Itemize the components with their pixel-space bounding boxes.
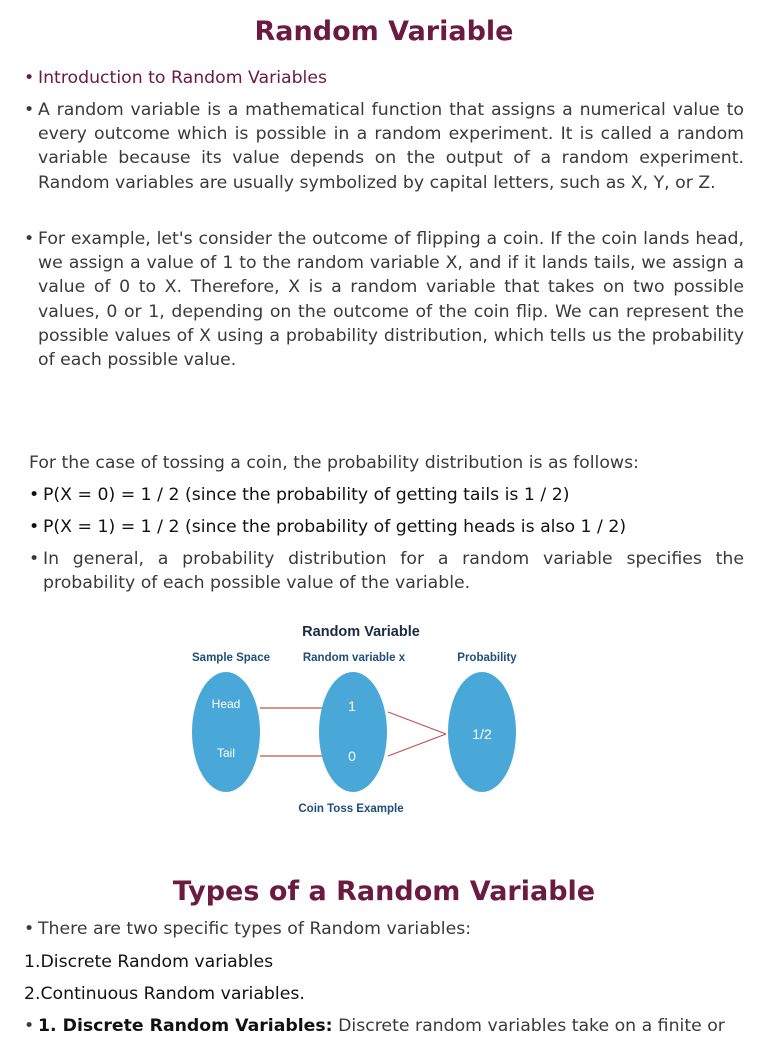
value-zero-label: 0 [348,748,356,764]
one-to-half-line [388,712,446,734]
discrete-heading: 1. Discrete Random Variables: [38,1016,333,1036]
general-text: In general, a probability distribution for a random variable specifies the probability of each possible value of the variable. [43,549,744,594]
section-title-types: Types of a Random Variable [172,876,596,907]
bullet-dot: • [29,485,40,505]
intro-text: Introduction to Random Variables [38,68,327,88]
bullet-dot: • [24,919,35,939]
distribution-lead: For the case of tossing a coin, the probability distribution is as follows: [29,453,639,473]
type-discrete: 1.Discrete Random variables [24,952,274,972]
types-intro-text: There are two specific types of Random variables: [38,919,472,939]
page-title: Random Variable [254,16,514,47]
random-variable-ellipse [319,672,387,792]
bullet-dot: • [24,1016,35,1036]
distribution-item-heads [29,515,743,539]
diagram-title: Random Variable [302,624,420,640]
bullet-dot: • [29,517,40,537]
definition-paragraph [24,98,744,195]
probability-half-label: 1/2 [472,726,492,742]
tail-label: Tail [216,746,236,760]
discrete-definition-text: Discrete random variables take on a finite or [338,1016,725,1036]
zero-to-half-line [388,734,446,756]
bullet-dot: • [24,68,35,88]
discrete-definition-cut [24,1014,768,1038]
head-label: Head [211,697,241,711]
general-paragraph [29,547,744,595]
example-paragraph [24,227,744,372]
bullet-dot: • [24,229,35,249]
coin-toss-diagram [184,616,534,826]
type-continuous: 2.Continuous Random variables. [24,984,305,1004]
sample-space-ellipse [192,672,260,792]
distribution-item-tails [29,483,743,507]
intro-bullet [24,66,744,90]
distribution-item-tails-text: P(X = 0) = 1 / 2 (since the probability of getting tails is 1 / 2) [43,485,570,505]
definition-text: A random variable is a mathematical function that assigns a numerical value to every outcome which is possible in a random experiment. It is called a random variable because its value depends on the output of a random experiment. Random variables are usually symbolized by capital letters, such as X, Y, or Z. [38,100,744,193]
sample-space-label: Sample Space [192,652,270,664]
probability-label: Probability [457,652,517,664]
types-intro [24,917,744,941]
bullet-dot: • [29,549,40,569]
distribution-item-heads-text: P(X = 1) = 1 / 2 (since the probability of getting heads is also 1 / 2) [43,517,627,537]
example-text: For example, let's consider the outcome of flipping a coin. If the coin lands head, we assign a value of 1 to the random variable X, and if it lands tails, we assign a value of 0 to X. Therefore, X is a random variable that takes on two possible values, 0 or 1, depending on the outcome of the coin flip. We can represent the possible values of X using a probability distribution, which tells us the probability of each possible value. [38,229,744,371]
random-variable-label: Random variable x [302,652,406,664]
bullet-dot: • [24,100,35,120]
value-one-label: 1 [348,698,356,714]
diagram-caption: Coin Toss Example [298,803,404,815]
